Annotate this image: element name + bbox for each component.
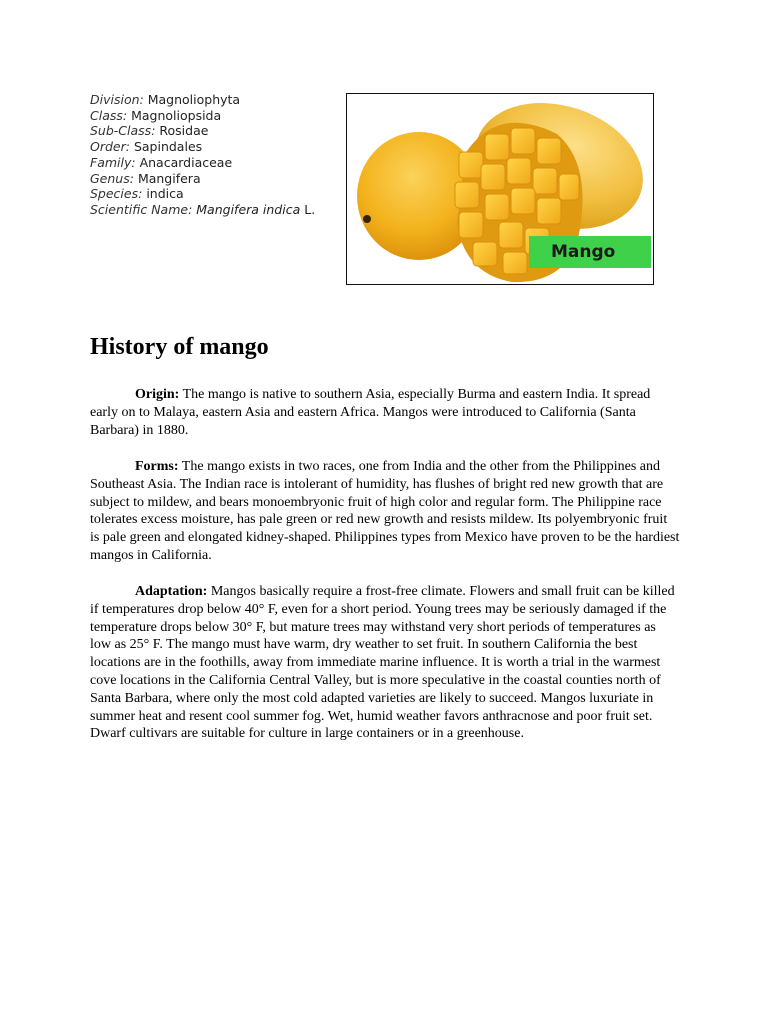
taxonomy-genus: Genus: Mangifera — [90, 170, 201, 186]
origin-text: The mango is native to southern Asia, especially Burma and eastern India. It spread early on to Malaya, eastern Asia and eastern Africa. Mangos were introduced to California (Santa Barbara) in 1880. — [90, 387, 651, 438]
forms-paragraph — [90, 458, 680, 565]
taxonomy-species: Species: indica — [90, 186, 184, 202]
page-heading: History of mango — [90, 334, 269, 360]
taxonomy-division: Division: Magnoliophyta — [90, 92, 241, 107]
adaptation-paragraph — [90, 583, 680, 743]
taxonomy-order: Order: Sapindales — [90, 139, 203, 155]
adaptation-term: Adaptation: — [135, 584, 208, 599]
adaptation-text: Mangos basically require a frost-free climate. Flowers and small fruit can be killed if temperatures drop below 40° F, even for a short period. Young trees may be seriously damaged if the temperature drops below 30° F, but mature trees may withstand very short periods of temperatures as low as 25° F. The mango must have warm, dry weather to set fruit. In southern California the best locations are in the foothills, away from immediate marine influence. It is worth a trial in the warmest cove locations in the California Central Valley, but is more speculative in the coastal counties north of Santa Barbara, where only the most cold adapted varieties are likely to succeed. Mangos luxuriate in summer heat and resent cool summer fog. Wet, humid weather favors anthracnose and poor fruit set. Dwarf cultivars are suitable for culture in large containers or in a greenhouse. — [90, 584, 675, 742]
taxonomy-subclass: Sub-Class: Rosidae — [90, 123, 209, 139]
taxonomy-list — [90, 92, 340, 218]
mango-photo — [346, 93, 654, 285]
origin-term: Origin: — [135, 387, 180, 402]
taxonomy-class: Class: Magnoliopsida — [90, 107, 222, 123]
mango-label: Mango — [529, 236, 651, 268]
taxonomy-family: Family: Anacardiaceae — [90, 154, 233, 170]
origin-paragraph — [90, 386, 680, 439]
taxonomy-scientific-name: Scientific Name: Mangifera indica L. — [90, 201, 316, 217]
forms-term: Forms: — [135, 459, 179, 474]
forms-text: The mango exists in two races, one from India and the other from the Philippines and Southeast Asia. The Indian race is intolerant of humidity, has flushes of bright red new growth that are subject to mildew, and bears monoembryonic fruit of high color and regular form. The Philippine race tolerates excess moisture, has pale green or red new growth and resists mildew. Its polyembryonic fruit is pale green and elongated kidney-shaped. Philippines types from Mexico have proven to be the hardiest mangos in California. — [90, 459, 680, 563]
